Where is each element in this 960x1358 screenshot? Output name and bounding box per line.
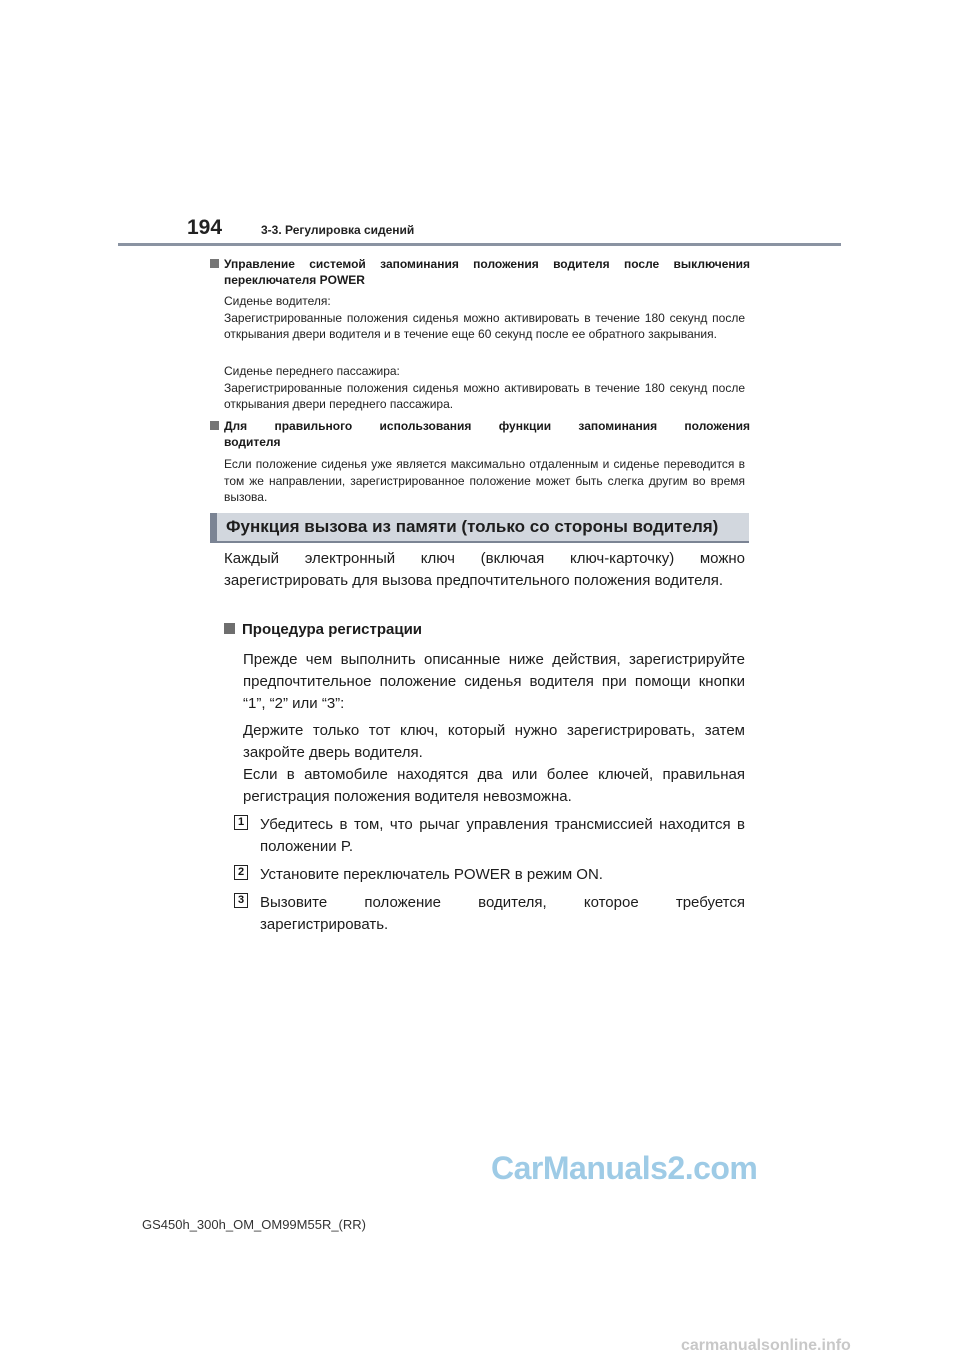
step-number-box: 3 bbox=[234, 893, 248, 908]
step-text bbox=[260, 864, 745, 886]
procedure-text: Прежде чем выполнить описанные ниже действия, зарегистрируйте предпочтительное положение сиденья водителя при помощи кнопки “1”, “2” или “3”: bbox=[243, 651, 745, 712]
subheading-text: Процедура регистрации bbox=[242, 621, 423, 638]
section-intro bbox=[224, 548, 745, 592]
step-text bbox=[260, 892, 745, 936]
watermark-logo: CarManuals2.com bbox=[491, 1150, 758, 1186]
section-title-bar bbox=[210, 513, 749, 543]
note-paragraph: Зарегистрированные положения сиденья можно активировать в течение 180 секунд после открывания двери переднего пассажира. bbox=[224, 380, 745, 412]
procedure-paragraph-2 bbox=[243, 720, 745, 808]
footer-document-code: GS450h_300h_OM_OM99M55R_(RR) bbox=[142, 1217, 366, 1232]
procedure-paragraph-1 bbox=[243, 649, 745, 715]
note-body-correct-use bbox=[224, 456, 745, 506]
header-divider bbox=[118, 243, 841, 246]
step-description: Убедитесь в том, что рычаг управления трансмиссией находится в положении P. bbox=[260, 816, 745, 855]
note-paragraph: Сиденье переднего пассажира: bbox=[224, 364, 400, 378]
step-number-box: 2 bbox=[234, 865, 248, 880]
note-paragraph: Сиденье водителя: bbox=[224, 294, 331, 308]
square-bullet-icon bbox=[210, 259, 219, 268]
subheading-registration-procedure bbox=[224, 621, 422, 638]
note-body-power-off bbox=[224, 293, 745, 343]
header-section-title: 3-3. Регулировка сидений bbox=[261, 223, 415, 237]
note-body-passenger bbox=[224, 363, 745, 413]
note-heading-line: Для правильного использования функции запоминания положения bbox=[224, 419, 750, 433]
note-heading-line: Управление системой запоминания положения водителя после выключения bbox=[224, 257, 750, 271]
step-description: Вызовите положение водителя, которое требуется зарегистрировать. bbox=[260, 894, 745, 933]
square-bullet-icon bbox=[224, 623, 235, 634]
note-heading-line: переключателя POWER bbox=[224, 273, 365, 287]
note-heading-correct-use bbox=[210, 418, 750, 450]
watermark-corner: carmanualsonline.info bbox=[681, 1337, 851, 1354]
square-bullet-icon bbox=[210, 421, 219, 430]
page-number: 194 bbox=[187, 216, 223, 239]
note-paragraph: Если положение сиденья уже является максимально отдаленным и сиденье переводится в том же направлении, зарегистрированное положение может быть слегка другим во время вызова. bbox=[224, 457, 745, 505]
step-text bbox=[260, 814, 745, 858]
note-heading-power-off bbox=[210, 256, 750, 288]
section-title: Функция вызова из памяти (только со стороны водителя) bbox=[226, 517, 719, 536]
intro-paragraph: Каждый электронный ключ (включая ключ-карточку) можно зарегистрировать для вызова предпочтительного положения водителя. bbox=[224, 550, 745, 589]
note-paragraph: Зарегистрированные положения сиденья можно активировать в течение 180 секунд после открывания двери водителя и в течение еще 60 секунд после ее обратного закрывания. bbox=[224, 310, 745, 342]
step-number-box: 1 bbox=[234, 815, 248, 830]
note-heading-line: водителя bbox=[224, 435, 281, 449]
step-description: Установите переключатель POWER в режим ON. bbox=[260, 866, 603, 883]
procedure-text: Держите только тот ключ, который нужно зарегистрировать, затем закройте дверь водителя. bbox=[243, 722, 745, 761]
procedure-text: Если в автомобиле находятся два или более ключей, правильная регистрация положения водителя невозможна. bbox=[243, 766, 745, 805]
